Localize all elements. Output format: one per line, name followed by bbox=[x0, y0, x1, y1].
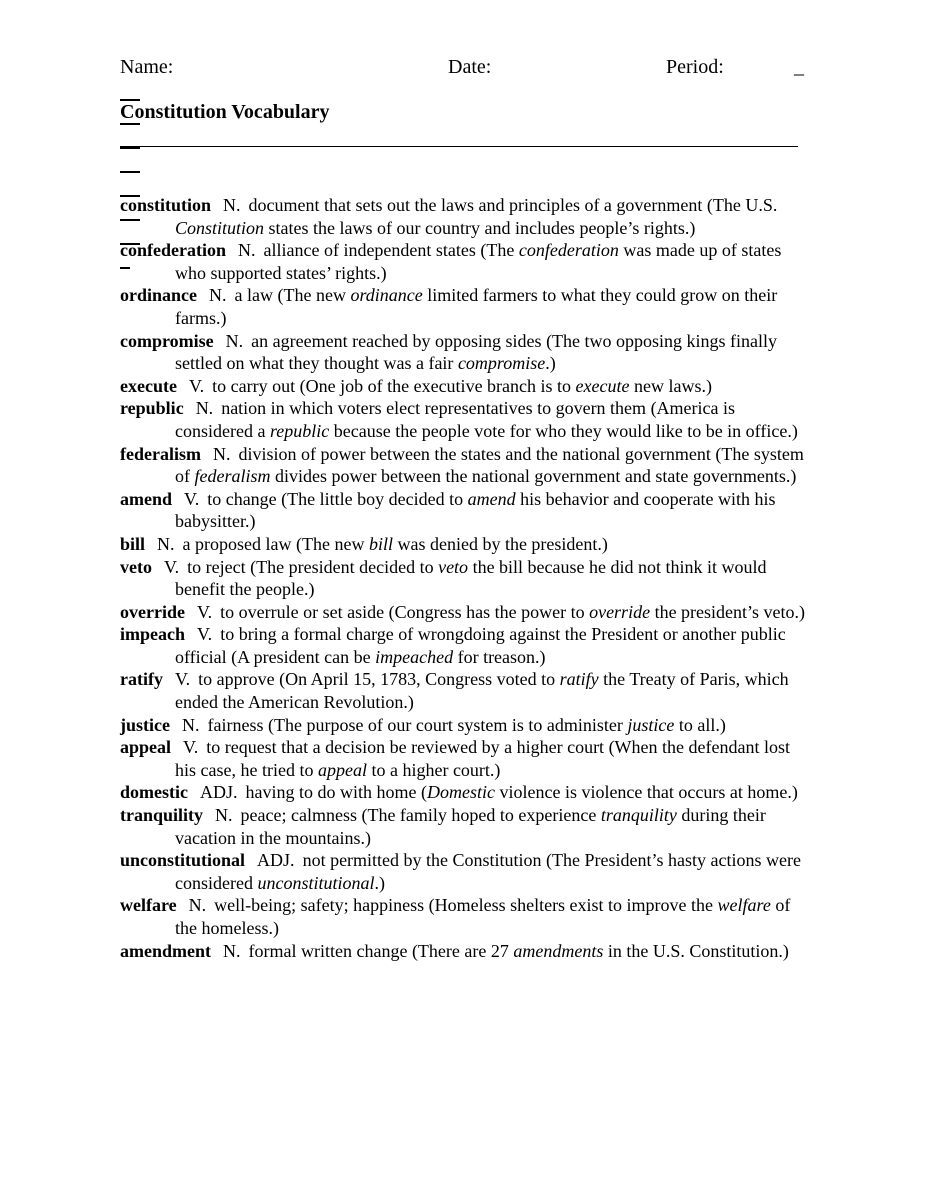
vocab-definition: division of power between the states and the national government bbox=[238, 443, 711, 464]
vocab-entry-republic bbox=[120, 397, 810, 442]
part-of-speech: N. bbox=[157, 533, 175, 554]
date-label: Date: bbox=[448, 56, 492, 78]
example-before: (On April 15, 1783, Congress voted to bbox=[279, 669, 560, 690]
example-after: because the people vote for who they would like to be in office.) bbox=[329, 420, 798, 441]
vocab-definition: not permitted by the Constitution bbox=[302, 850, 542, 871]
example-after: the president’s veto.) bbox=[650, 601, 806, 622]
vocab-term: bill bbox=[120, 533, 146, 554]
example-term: federalism bbox=[194, 466, 271, 487]
part-of-speech: N. bbox=[188, 895, 207, 916]
part-of-speech: ADJ. bbox=[257, 850, 295, 871]
example-after: of the homeless.) bbox=[175, 895, 791, 938]
example-term: Domestic bbox=[426, 782, 495, 803]
vocab-entry-domestic bbox=[120, 781, 810, 804]
vocab-definition: document that sets out the laws and principles of a government bbox=[248, 195, 703, 215]
vocab-term: justice bbox=[120, 714, 170, 735]
example-term: amend bbox=[467, 488, 516, 509]
part-of-speech: N. bbox=[215, 805, 233, 826]
vocab-entry-constitution bbox=[120, 194, 810, 239]
part-of-speech: N. bbox=[223, 195, 241, 215]
vocab-definition: to overrule or set aside bbox=[220, 601, 385, 622]
example-before: (Homeless shelters exist to improve the bbox=[428, 895, 718, 916]
example-after: to a higher court.) bbox=[366, 759, 501, 780]
period-label: Period: bbox=[666, 56, 724, 78]
vocab-term: execute bbox=[120, 375, 177, 396]
vocab-entry-unconstitutional bbox=[120, 849, 810, 894]
vocab-definition: an agreement reached by opposing sides bbox=[251, 330, 542, 351]
example-before: (The new bbox=[277, 285, 351, 306]
vocab-definition: peace; calmness bbox=[240, 805, 357, 826]
example-before: (The purpose of our court system is to administer bbox=[267, 714, 628, 735]
example-term: override bbox=[589, 601, 651, 622]
vocab-term: appeal bbox=[120, 737, 172, 758]
vocab-definition: having to do with home bbox=[245, 782, 417, 803]
vocab-term: tranquility bbox=[120, 805, 204, 826]
part-of-speech: V. bbox=[163, 556, 180, 577]
vocab-term: constitution bbox=[120, 195, 212, 215]
example-after: divides power between the national government and state governments.) bbox=[270, 466, 797, 487]
example-before: (There are 27 bbox=[411, 940, 514, 961]
part-of-speech: N. bbox=[181, 714, 200, 735]
part-of-speech: V. bbox=[174, 669, 191, 690]
vocab-entry-confederation bbox=[120, 239, 810, 284]
part-of-speech: N. bbox=[225, 330, 244, 351]
example-after: the Treaty of Paris, which ended the American Revolution.) bbox=[175, 669, 789, 713]
example-after: during their vacation in the mountains.) bbox=[175, 805, 766, 848]
example-term: ordinance bbox=[350, 285, 423, 306]
example-before: ( bbox=[420, 782, 427, 803]
vocab-term: ratify bbox=[120, 669, 163, 690]
example-before: (The bbox=[480, 240, 519, 261]
example-before: (The system of bbox=[175, 443, 804, 487]
example-after: limited farmers to what they could grow on their farms.) bbox=[175, 285, 778, 328]
example-after: in the U.S. Constitution.) bbox=[603, 940, 789, 961]
example-before: (The U.S. bbox=[706, 195, 778, 215]
part-of-speech: V. bbox=[183, 737, 199, 758]
example-after: was made up of states who supported states’ rights.) bbox=[175, 240, 782, 283]
example-after: the bill because he did not think it would benefit the people.) bbox=[175, 556, 767, 600]
vocab-term: veto bbox=[120, 556, 152, 577]
vocab-term: unconstitutional bbox=[120, 850, 246, 871]
vocab-term: ordinance bbox=[120, 285, 198, 306]
vocab-entry-impeach bbox=[120, 623, 810, 668]
part-of-speech: N. bbox=[195, 398, 214, 419]
vocab-entry-bill bbox=[120, 533, 810, 556]
example-after: .) bbox=[545, 353, 556, 374]
example-term: appeal bbox=[317, 759, 367, 780]
example-before: (The President’s hasty actions were considered bbox=[175, 850, 801, 893]
vocab-entry-veto bbox=[120, 556, 810, 601]
vocab-definition: to carry out bbox=[212, 375, 296, 396]
example-term: Constitution bbox=[175, 217, 265, 238]
example-term: veto bbox=[438, 556, 469, 577]
vocab-term: republic bbox=[120, 398, 184, 419]
period-trail: _ bbox=[794, 56, 804, 78]
vocab-entry-ordinance bbox=[120, 284, 810, 329]
vocab-entry-federalism bbox=[120, 443, 810, 488]
vocab-definition: nation in which voters elect representatives to govern them bbox=[221, 398, 647, 419]
example-term: justice bbox=[627, 714, 675, 735]
example-before: (When the defendant lost his case, he tried to bbox=[175, 737, 790, 780]
vocab-term: domestic bbox=[120, 782, 188, 803]
example-before: (One job of the executive branch is to bbox=[299, 375, 576, 396]
example-after: for treason.) bbox=[453, 646, 546, 667]
part-of-speech: N. bbox=[223, 940, 241, 961]
vocab-entry-amendment bbox=[120, 940, 810, 963]
example-term: amendments bbox=[513, 940, 604, 961]
part-of-speech: V. bbox=[197, 624, 213, 645]
vocab-entry-execute bbox=[120, 375, 810, 398]
example-before: (Congress has the power to bbox=[388, 601, 590, 622]
example-after: .) bbox=[374, 872, 385, 893]
part-of-speech: N. bbox=[237, 240, 256, 261]
part-of-speech: N. bbox=[209, 285, 227, 306]
vocab-entry-appeal bbox=[120, 736, 810, 781]
example-after: new laws.) bbox=[629, 375, 712, 396]
part-of-speech: ADJ. bbox=[199, 782, 238, 803]
vocab-term: compromise bbox=[120, 330, 214, 351]
student-info-line bbox=[120, 55, 810, 79]
date-blank[interactable] bbox=[448, 55, 666, 79]
example-term: bill bbox=[368, 533, 393, 554]
vocab-term: override bbox=[120, 601, 185, 622]
example-after: his behavior and cooperate with his babysitter.) bbox=[175, 488, 776, 532]
part-of-speech: N. bbox=[212, 443, 231, 464]
vocab-term: amendment bbox=[120, 940, 211, 961]
example-after: violence is violence that occurs at home.) bbox=[494, 782, 798, 803]
vocab-definition: formal written change bbox=[248, 940, 408, 961]
vocab-definition: well-being; safety; happiness bbox=[214, 895, 425, 916]
example-before: (America is considered a bbox=[175, 398, 736, 441]
example-after: states the laws of our country and includes people’s rights.) bbox=[264, 217, 696, 238]
example-after: to all.) bbox=[674, 714, 726, 735]
vocab-entry-override bbox=[120, 601, 810, 624]
part-of-speech: V. bbox=[184, 488, 200, 509]
vocab-definition: to approve bbox=[198, 669, 275, 690]
example-term: welfare bbox=[717, 895, 771, 916]
example-after: was denied by the president.) bbox=[392, 533, 608, 554]
vocab-term: impeach bbox=[120, 624, 185, 645]
vocab-definition: fairness bbox=[207, 714, 264, 735]
vocab-entry-welfare bbox=[120, 894, 810, 939]
name-blank[interactable] bbox=[120, 55, 450, 79]
example-term: tranquility bbox=[600, 805, 677, 826]
example-before: (The new bbox=[295, 533, 369, 554]
vocab-definition: to reject bbox=[187, 556, 246, 577]
vocab-entry-amend bbox=[120, 488, 810, 533]
vocab-definition: a law bbox=[234, 285, 273, 306]
example-before: (The president decided to bbox=[250, 556, 439, 577]
example-term: execute bbox=[575, 375, 630, 396]
page-title: Constitution Vocabulary bbox=[120, 101, 330, 123]
vocabulary-list bbox=[120, 194, 810, 962]
vocab-term: confederation bbox=[120, 240, 226, 261]
example-before: (A president can be bbox=[231, 646, 376, 667]
part-of-speech: V. bbox=[196, 601, 213, 622]
example-term: confederation bbox=[518, 240, 619, 261]
vocab-definition: to request that a decision be reviewed by a higher court bbox=[206, 737, 605, 758]
vocab-entry-compromise bbox=[120, 330, 810, 375]
example-before: (The two opposing kings finally settled on what they thought was a fair bbox=[175, 330, 778, 374]
title-divider bbox=[120, 146, 798, 147]
vocab-definition: to bring a formal charge of wrongdoing against the President or another public official bbox=[175, 624, 786, 667]
vocab-entry-tranquility bbox=[120, 804, 810, 849]
period-blank[interactable] bbox=[666, 55, 796, 79]
example-before: (The family hoped to experience bbox=[361, 805, 601, 826]
vocab-term: welfare bbox=[120, 895, 177, 916]
vocab-definition: alliance of independent states bbox=[263, 240, 476, 261]
example-before: (The little boy decided to bbox=[281, 488, 468, 509]
vocab-entry-ratify bbox=[120, 668, 810, 713]
vocab-definition: to change bbox=[207, 488, 277, 509]
example-term: republic bbox=[269, 420, 330, 441]
name-label: Name: bbox=[120, 56, 174, 78]
example-term: unconstitutional bbox=[257, 872, 375, 893]
example-term: ratify bbox=[559, 669, 599, 690]
vocab-term: federalism bbox=[120, 443, 201, 464]
example-term: impeached bbox=[375, 646, 454, 667]
vocab-definition: a proposed law bbox=[182, 533, 292, 554]
vocab-term: amend bbox=[120, 488, 173, 509]
vocab-entry-justice bbox=[120, 714, 810, 737]
example-term: compromise bbox=[457, 353, 546, 374]
part-of-speech: V. bbox=[188, 375, 205, 396]
